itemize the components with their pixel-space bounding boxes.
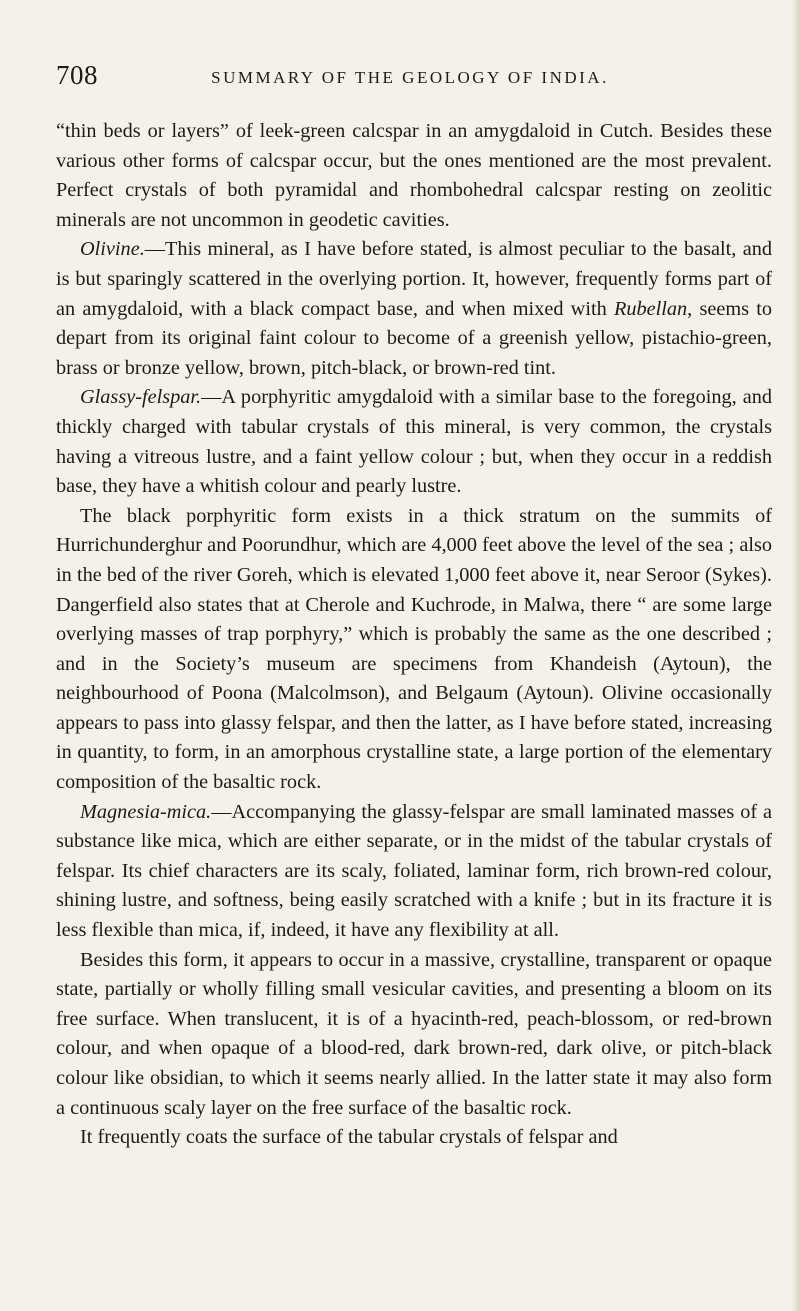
- paragraph-text: It frequently coats the surface of the tabular crystals of felspar and: [80, 1126, 618, 1149]
- paragraph-besides-form: [56, 946, 772, 1124]
- running-head: SUMMARY OF THE GEOLOGY OF INDIA.: [211, 68, 609, 87]
- paragraph-glassy-felspar: [56, 383, 772, 501]
- paragraph-text: Besides this form, it appears to occur in a massive, crystalline, transparent or opaque state, partially or wholly filling small vesicular cavities, and presenting a bloom on its free surface. When translucent, it is of a hyacinth-red, peach-blossom, or red-brown colour, and when opaque of a blood-red, dark brown-red, dark olive, or pitch-black colour like obsidian, to which it seems nearly allied. In the latter state it may also form a continuous scaly layer on the free surface of the basaltic rock.: [56, 948, 772, 1119]
- paragraph-text: The black porphyritic form exists in a thick stratum on the summits of Hurrichunderghur and Poorundhur, which are 4,000 feet above the level of the sea ; also in the bed of the river Goreh, which is elevated 1,000 feet above it, near Seroor (Sykes). Dangerfield also states that at Cherole and Kuchrode, in Malwa, there “ are some large overlying masses of trap porphyry,” which is probably the same as the one described ; and in the Society’s museum are specimens from Khandeish (Aytoun), the neighbourhood of Poona (Malcolmson), and Belgaum (Aytoun). Olivine occasionally appears to pass into glassy felspar, and then the latter, as I have before stated, increasing in quantity, to form, in an amorphous crystalline state, a large portion of the elementary composition of the basaltic rock.: [56, 504, 772, 794]
- section-heading-magnesia-mica: Magnesia-mica.: [80, 800, 212, 823]
- body-text: [56, 117, 772, 1153]
- section-heading-glassy-felspar: Glassy-felspar.: [80, 386, 202, 409]
- paragraph-magnesia-mica: [56, 798, 772, 946]
- section-heading-olivine: Olivine.: [80, 238, 145, 261]
- paragraph-text: —Accompanying the glassy-felspar are small laminated masses of a substance like mica, which are either separate, or in the midst of the tabular crystals of felspar. Its chief characters are its scaly, foliated, laminar form, rich brown-red colour, shining lustre, and softness, being easily scratched with a knife ; but in its fracture it is less flexible than mica, if, indeed, it have any flexibility at all.: [56, 800, 772, 942]
- paragraph-calcspar: [56, 117, 772, 235]
- paragraph-continued: [56, 1123, 772, 1153]
- paragraph-olivine: [56, 235, 772, 383]
- page-edge-shadow: [792, 0, 800, 1311]
- paragraph-text-after: , seems to depart from its original faint colour to become of a greenish yellow, pistachio-green, brass or bronze yellow, brown, pitch-black, or brown-red tint.: [56, 297, 772, 379]
- paragraph-porphyritic-form: [56, 502, 772, 798]
- paragraph-text: —This mineral, as I have before stated, is almost peculiar to the basalt, and is but sparingly scattered in the overlying portion. It, however, frequently forms part of an amygdaloid, with a black compact base, and when mixed with: [56, 238, 772, 320]
- paragraph-text: —A porphyritic amygdaloid with a similar base to the foregoing, and thickly charged with tabular crystals of this mineral, is very common, the crystals having a vitreous lustre, and a faint yellow colour ; but, when they occur in a reddish base, they have a whitish colour and pearly lustre.: [56, 386, 772, 498]
- page-number: 708: [56, 60, 98, 90]
- italic-term-rubellan: Rubellan: [613, 297, 688, 320]
- page-header: [56, 60, 764, 100]
- paragraph-text: “thin beds or layers” of leek-green calcspar in an amygdaloid in Cutch. Besides these various other forms of calcspar occur, but the ones mentioned are the most prevalent. Perfect crystals of both pyramidal and rhombohedral calcspar resting on zeolitic minerals are not uncommon in geodetic cavities.: [56, 120, 772, 231]
